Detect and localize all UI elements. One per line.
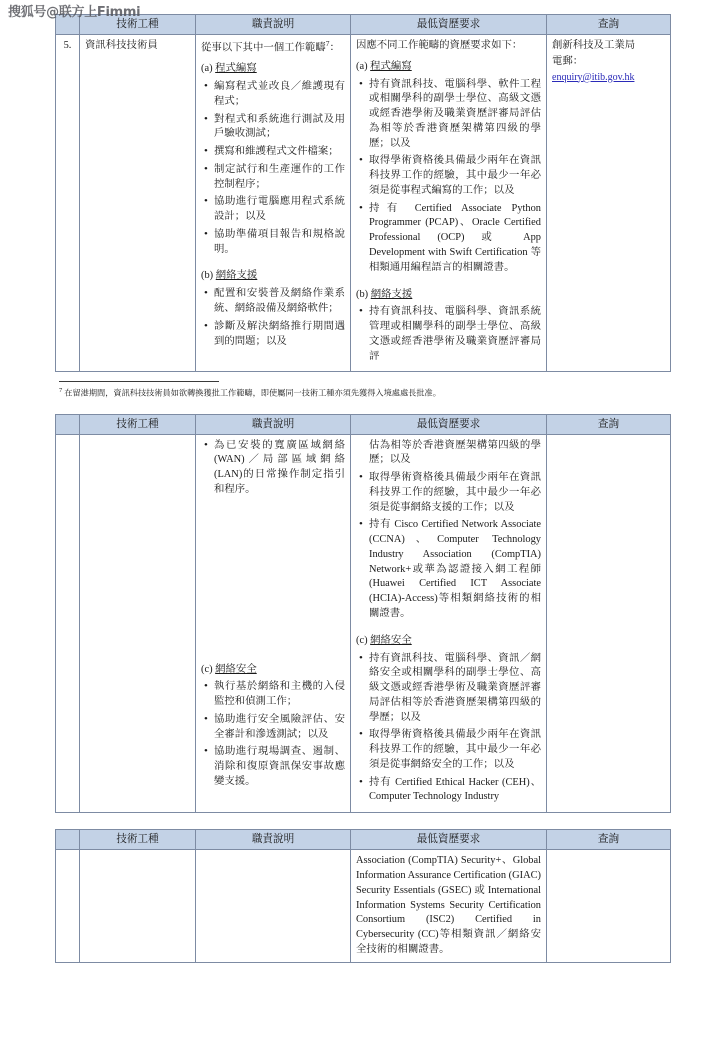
column-header-trade: 技術工種	[80, 414, 196, 434]
column-header-qualifications: 最低資歷要求	[351, 830, 547, 850]
row-number	[56, 434, 80, 813]
qualifications-cell	[351, 35, 547, 372]
column-header-qualifications: 最低資歷要求	[351, 414, 547, 434]
list-item: • 取得學術資格後具備最少兩年在資訊科技界工作的經驗，其中最少一年必須是從事網絡支援的工作；以及	[369, 471, 541, 515]
duties-lead-text: 從事以下其中一個工作範疇	[201, 42, 326, 54]
trade-name	[80, 434, 196, 813]
trade-name	[80, 850, 196, 962]
column-header-trade: 技術工種	[80, 830, 196, 850]
qual-continued-list	[356, 471, 541, 622]
row-number	[56, 850, 80, 962]
column-header-duties: 職責說明	[196, 15, 351, 35]
list-item: • 持有資訊科技、電腦科學、資訊系統管理或相關學科的副學士學位、高級文憑或經香港學術及職業資歷評審局評	[369, 305, 541, 364]
qualifications-table-3	[55, 829, 671, 962]
duties-section-a-label: (a)	[201, 63, 213, 75]
qualifications-cell	[351, 850, 547, 962]
column-header-enquiry: 查詢	[547, 830, 671, 850]
row-number: 5.	[56, 35, 80, 372]
list-item: • 協助進行電腦應用程式系統設計；以及	[214, 195, 345, 225]
column-header-enquiry: 查詢	[547, 414, 671, 434]
qual-section-b-list	[356, 305, 541, 364]
duties-section-c-head	[201, 663, 345, 678]
table-header-row	[56, 830, 671, 850]
qualifications-table-2	[55, 414, 671, 814]
table-2-wrapper	[0, 414, 720, 814]
duties-vertical-spacer	[201, 501, 345, 663]
duties-section-c-list	[201, 680, 345, 789]
list-item: • 取得學術資格後具備最少兩年在資訊科技界工作的經驗，其中最少一年必須是從事程式編寫的工作；以及	[369, 154, 541, 198]
table-1-wrapper	[0, 0, 720, 372]
duties-section-b-title: 網絡支援	[215, 270, 258, 282]
qual-section-b-title: 網絡支援	[370, 288, 413, 300]
qualifications-lead: 因應不同工作範疇的資歷要求如下：	[356, 40, 523, 52]
duties-lead-colon: ：	[329, 42, 340, 54]
table-header-row	[56, 15, 671, 35]
qual-continued-text: 估為相等於香港資歷架構第四級的學歷；以及	[369, 439, 541, 466]
qual-section-a-head	[356, 60, 541, 75]
qual-section-a-label: (a)	[356, 60, 368, 72]
duties-cell	[196, 434, 351, 813]
qual-section-a-title: 程式編寫	[370, 60, 412, 72]
section-spacer	[201, 260, 345, 269]
list-item: • 持有資訊科技、電腦科學、軟件工程或相關學科的副學士學位、高級文憑或經香港學術及職業資歷評審局評估為相等於香港資歷架構第四級的學歷；以及	[369, 78, 541, 152]
enquiry-email-line	[552, 71, 665, 86]
duties-cell	[196, 850, 351, 962]
duties-section-c-label: (c)	[201, 663, 213, 675]
list-item: • 配置和安裝普及網絡作業系統、網絡設備及網絡軟件；	[214, 287, 345, 317]
qual-section-c-title: 網絡安全	[370, 634, 412, 646]
duties-section-a-list	[201, 80, 345, 257]
list-item: • 撰寫和維護程式文件檔案；	[214, 145, 345, 160]
list-item: • 為已安裝的寬廣區域網絡(WAN)／局部區域網絡(LAN)的日常操作制定指引和程序。	[214, 439, 345, 498]
section-gap	[0, 813, 720, 829]
duties-section-a-title: 程式編寫	[215, 63, 257, 75]
table-3-wrapper	[0, 829, 720, 962]
column-header-enquiry: 查詢	[547, 15, 671, 35]
table-row	[56, 434, 671, 813]
qualifications-table-1	[55, 14, 671, 372]
qual-section-c-head	[356, 634, 541, 649]
duties-cell	[196, 35, 351, 372]
qual-section-c-label: (c)	[356, 634, 368, 646]
duties-section-a-head	[201, 62, 345, 77]
list-item: • 診斷及解決網絡推行期間遇到的問題；以及	[214, 320, 345, 350]
list-item: • 執行基於網絡和主機的入侵監控和偵測工作；	[214, 680, 345, 710]
section-gap	[0, 400, 720, 414]
qual-section-b-label: (b)	[356, 288, 369, 300]
section-spacer	[356, 625, 541, 634]
column-header-number	[56, 830, 80, 850]
list-item: • 制定試行和生產運作的工作控制程序；	[214, 163, 345, 193]
footnote-zone	[0, 381, 720, 399]
qual-section-c-list	[356, 652, 541, 806]
list-item: • 持有 Certified Ethical Hacker (CEH)、Computer Technology Industry	[369, 776, 541, 806]
footnote-text: 在留港期間，資訊科技技術員如欲轉換獲批工作範疇，即使屬同一技術工種亦須先獲得入境處處長批准。	[64, 389, 441, 399]
qual-section-b-head	[356, 288, 541, 303]
enquiry-email-label: 電郵：	[552, 55, 584, 67]
section-spacer	[356, 279, 541, 288]
footnote-7	[55, 386, 670, 399]
trade-name-text: 資訊科技技術員	[85, 40, 158, 52]
trade-name	[80, 35, 196, 372]
column-header-duties: 職責說明	[196, 830, 351, 850]
table-row	[56, 35, 671, 372]
footnote-marker: 7	[59, 387, 63, 395]
duties-section-b-label: (b)	[201, 270, 214, 282]
enquiry-cell	[547, 35, 671, 372]
enquiry-cell	[547, 850, 671, 962]
table-row	[56, 850, 671, 962]
list-item: • 取得學術資格後具備最少兩年在資訊科技界工作的經驗，其中最少一年必須是從事網絡安全的工作；以及	[369, 728, 541, 772]
column-header-duties: 職責說明	[196, 414, 351, 434]
enquiry-email-link[interactable]: enquiry@itib.gov.hk	[552, 71, 635, 83]
column-header-qualifications: 最低資歷要求	[351, 15, 547, 35]
watermark-text: 搜狐号@联方上Fimmi	[8, 5, 141, 20]
enquiry-cell	[547, 434, 671, 813]
column-header-trade: 技術工種	[80, 15, 196, 35]
list-item: • 持有資訊科技、電腦科學、資訊／網絡安全或相關學科的副學士學位、高級文憑或經香港學術及職業資歷評審局評估相等於香港資歷架構第四級的學歷；以及	[369, 652, 541, 726]
list-item: • 協助進行安全風險評估、安全審計和滲透測試；以及	[214, 713, 345, 743]
table-header-row	[56, 414, 671, 434]
qual-section-a-list	[356, 78, 541, 276]
duties-section-c-title: 網絡安全	[215, 663, 257, 675]
duties-continued-list	[201, 439, 345, 498]
list-item: • 對程式和系統進行測試及用戶驗收測試；	[214, 113, 345, 143]
list-item: • 持有 Cisco Certified Network Associate (CCNA)、Computer Technology Industry Association (CompTIA) Network+或華為認證接入網工程師 (Huawei Certified ICT Associate (HCIA)-Access)等相類網絡技術的相關證書。	[369, 518, 541, 621]
list-item: • 持有 Certified Associate Python Programmer (PCAP)、Oracle Certified Professional (OCP) 或 App Development with Swift Certification 等相類通用編程語言的相關證書。	[369, 202, 541, 276]
list-item: • 協助準備項目報告和規格說明。	[214, 228, 345, 258]
column-header-number	[56, 414, 80, 434]
qual-continued-text: Association (CompTIA) Security+、Global Information Assurance Certification (GIAC) Security Essentials (GSEC) 或 International Information Systems Security Certification Consortium (ISC2) Certified in Cybersecurity (CC)等相類資訊／網絡安全技術的相關證書。	[356, 855, 541, 955]
qualifications-cell	[351, 434, 547, 813]
duties-section-b-head	[201, 269, 345, 284]
duties-lead	[201, 39, 345, 56]
enquiry-org: 創新科技及工業局	[552, 40, 636, 52]
duties-section-b-list	[201, 287, 345, 349]
list-item: • 編寫程式並改良／維護現有程式；	[214, 80, 345, 110]
footnote-separator-rule	[59, 381, 219, 382]
list-item: • 協助進行現場調查、遏制、消除和復原資訊保安事故應變支援。	[214, 745, 345, 789]
footnote-marker-inline: 7	[325, 39, 330, 49]
